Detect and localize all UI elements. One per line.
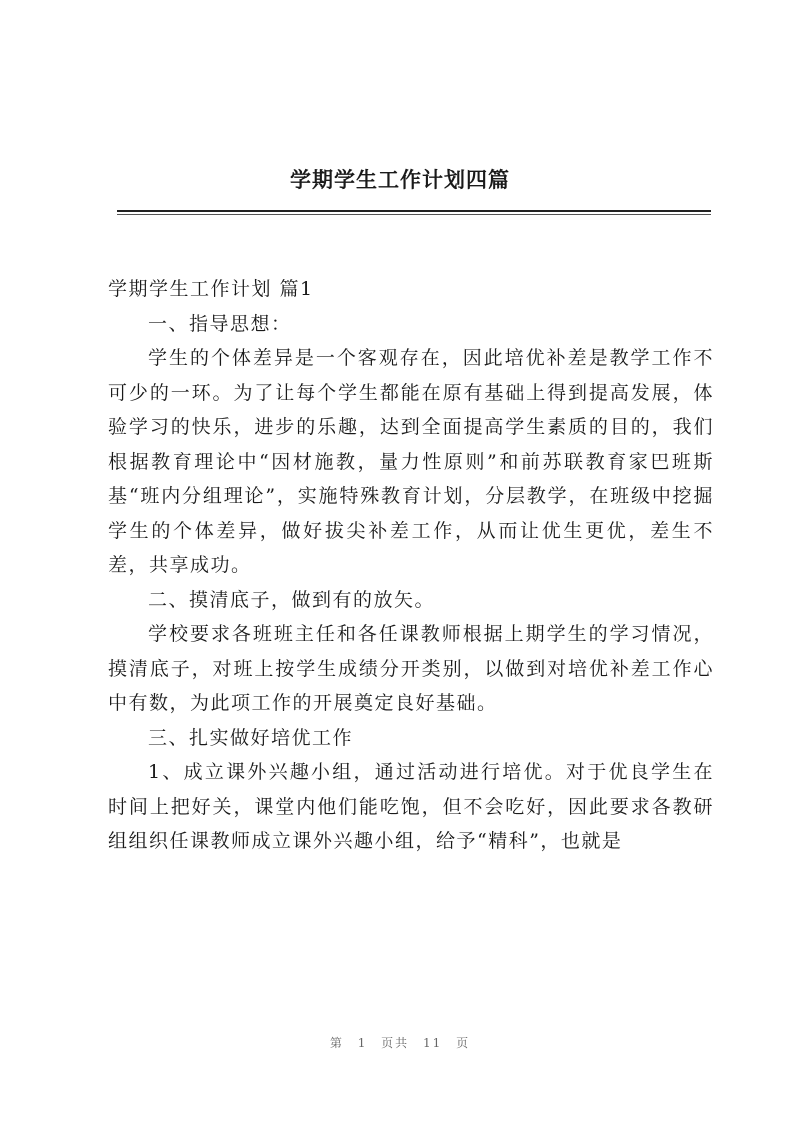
page-title: 学期学生工作计划四篇 [290,167,510,192]
paragraph-2: 学生的个体差异是一个客观存在，因此培优补差是教学工作不可少的一环。为了让每个学生都能在原有基础上得到提高发展，体验学习的快乐，进步的乐趣，达到全面提高学生素质的目的，我们根据教育理论中“因材施教，量力性原则”和前苏联教育家巴班斯基“班内分组理论”，实施特殊教育计划，分层教学，在班级中挖掘学生的个体差异，做好拔尖补差工作，从而让优生更优，差生不差，共享成功。 [108,347,714,576]
section-heading: 学期学生工作计划 篇1 [108,278,314,300]
title-divider-thin [117,214,711,215]
paragraph-5: 三、扎实做好培优工作 [148,726,354,749]
title-divider [117,210,711,212]
paragraph-3: 二、摸清底子，做到有的放矢。 [148,588,436,611]
paragraph-1: 一、指导思想： [148,312,292,335]
document-body [108,272,714,859]
page-footer: 第 1 页共 11 页 [329,1036,471,1050]
paragraph-4: 学校要求各班班主任和各任课教师根据上期学生的学习情况，摸清底子，对班上按学生成绩分开类别，以做到对培优补差工作心中有数，为此项工作的开展奠定良好基础。 [108,623,714,714]
paragraph-6: 1、成立课外兴趣小组，通过活动进行培优。对于优良学生在时间上把好关，课堂内他们能吃饱，但不会吃好，因此要求各教研组组织任课教师成立课外兴趣小组，给予“精科”，也就是 [108,761,714,852]
